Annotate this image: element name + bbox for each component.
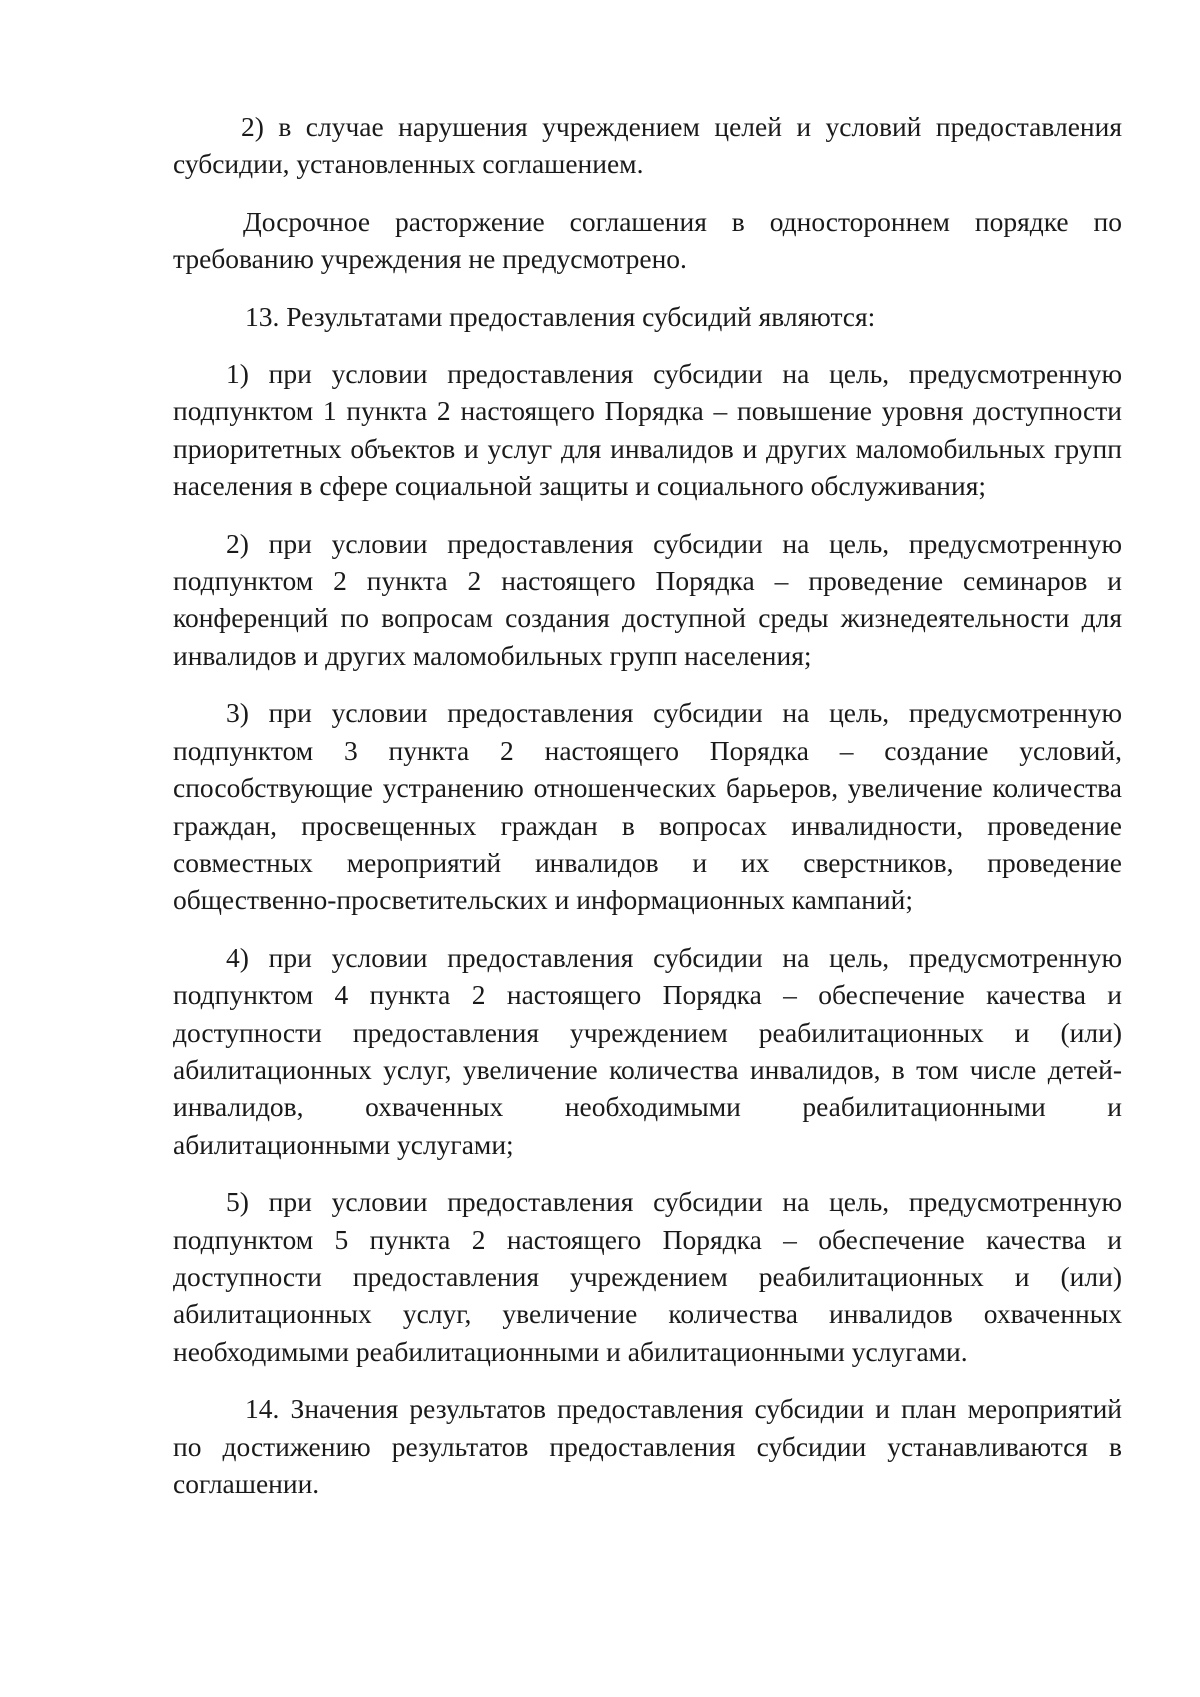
paragraph-result-1: 1) при условии предоставления субсидии на цель, предусмотренную подпунктом 1 пункта 2 настоящего Порядка – повышение уровня доступности приоритетных объектов и услуг для инвалидов и других маломобильных групп населения в сфере социальной защиты и социального обслуживания;: [173, 358, 1122, 502]
paragraph-section-13-heading: 13. Результатами предоставления субсидий являются:: [245, 300, 876, 332]
paragraph-result-5: 5) при условии предоставления субсидии на цель, предусмотренную подпунктом 5 пункта 2 настоящего Порядка – обеспечение качества и доступности предоставления учреждением реабилитационных и (или) абилитационных услуг, увеличение количества инвалидов охваченных необходимыми реабилитационными и абилитационными услугами.: [173, 1186, 1122, 1367]
paragraph-early-termination: Досрочное расторжение соглашения в одностороннем порядке по требованию учреждения не предусмотрено.: [173, 205, 1122, 275]
paragraph-result-3: 3) при условии предоставления субсидии на цель, предусмотренную подпунктом 3 пункта 2 настоящего Порядка – создание условий, способствующие устранению отношенческих барьеров, увеличение количества граждан, просвещенных граждан в вопросах инвалидности, проведение совместных мероприятий инвалидов и их сверстников, проведение общественно-просветительских и информационных кампаний;: [173, 697, 1122, 916]
paragraph-violation-case: 2) в случае нарушения учреждением целей и условий предоставления субсидии, установленных соглашением.: [173, 111, 1122, 180]
paragraph-result-4: 4) при условии предоставления субсидии на цель, предусмотренную подпунктом 4 пункта 2 настоящего Порядка – обеспечение качества и доступности предоставления учреждением реабилитационных и (или) абилитационных услуг, увеличение количества инвалидов, в том числе детей-инвалидов, охваченных необходимыми реабилитационными и абилитационными услугами;: [173, 941, 1122, 1160]
paragraph-result-2: 2) при условии предоставления субсидии на цель, предусмотренную подпунктом 2 пункта 2 настоящего Порядка – проведение семинаров и конференций по вопросам создания доступной среды жизнедеятельности для инвалидов и других маломобильных групп населения;: [173, 527, 1122, 671]
document-page: [173, 108, 1122, 1522]
paragraph-section-14: 14. Значения результатов предоставления субсидии и план мероприятий по достижению результатов предоставления субсидии устанавливаются в соглашении.: [173, 1393, 1122, 1499]
